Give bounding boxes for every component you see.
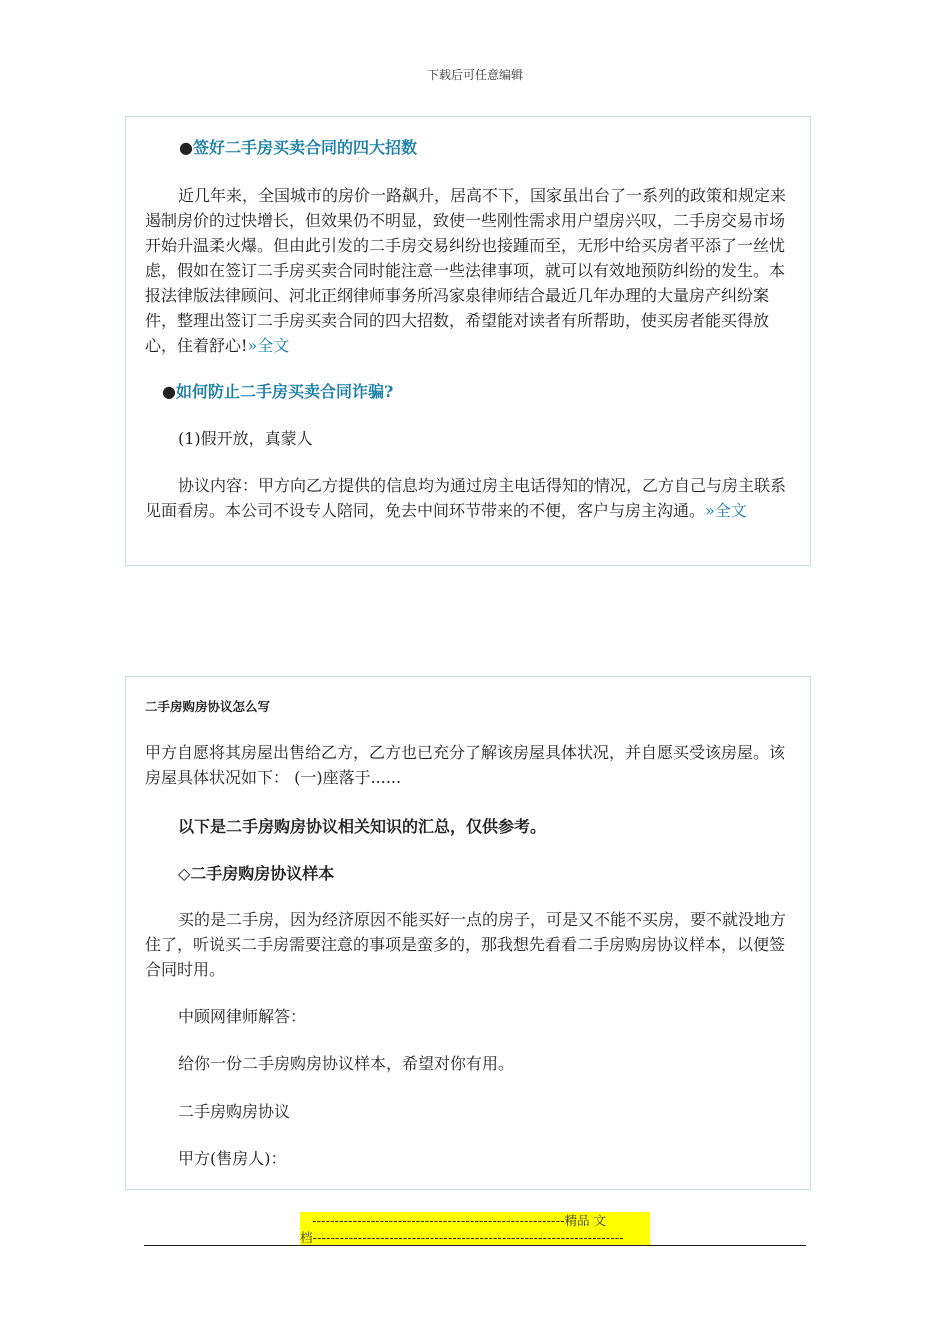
section2-body [145, 473, 793, 523]
box2-answer: 给你一份二手房购房协议样本，希望对你有用。 [178, 1054, 515, 1073]
section2-title[interactable] [162, 379, 762, 404]
footer-divider [144, 1245, 806, 1246]
bullet-icon: ● [162, 382, 176, 401]
section2-body-text: 协议内容：甲方向乙方提供的信息均为通过房主电话得知的情况，乙方自己与房主联系见面看房。本公司不设专人陪同，免去中间环节带来的不便，客户与房主沟通。 [145, 476, 787, 520]
box2-agreement-title: 二手房购房协议 [178, 1102, 291, 1121]
box2-sample-heading: ◇二手房购房协议样本 [178, 864, 335, 883]
section1-title[interactable] [179, 135, 779, 160]
footer-line-2: 档--------------------------------------------------------------------- [300, 1230, 624, 1245]
section2-item: (1)假开放，真蒙人 [178, 429, 313, 448]
section1-body [145, 183, 793, 358]
section1-title-text[interactable]: 签好二手房买卖合同的四大招数 [192, 138, 417, 157]
header-note: 下载后可任意编辑 [426, 68, 523, 82]
box2-summary: 以下是二手房购房协议相关知识的汇总，仅供参考。 [178, 817, 547, 836]
article-box-2 [125, 676, 811, 1190]
box2-intro: 甲方自愿将其房屋出售给乙方，乙方也已充分了解该房屋具体状况，并自愿买受该房屋。该房屋具体状况如下： (一)座落于...... [145, 743, 786, 787]
section2-title-text[interactable]: 如何防止二手房买卖合同诈骗? [175, 382, 394, 401]
section2-full-text-link[interactable]: »全文 [705, 501, 747, 520]
box2-answer-label: 中顾网律师解答： [178, 1007, 307, 1026]
footer-watermark [300, 1212, 650, 1246]
box2-question: 买的是二手房，因为经济原因不能买好一点的房子，可是又不能不买房，要不就没地方住了，听说买二手房需要注意的事项是蛮多的，那我想先看看二手房购房协议样本，以便签合同时用。 [145, 910, 787, 979]
article-box-1 [125, 116, 811, 566]
section1-full-text-link[interactable]: »全文 [247, 336, 290, 355]
section1-body-text: 近几年来，全国城市的房价一路飙升，居高不下，国家虽出台了一系列的政策和规定来遏制房价的过快增长，但效果仍不明显，致使一些刚性需求用户望房兴叹，二手房交易市场开始升温柔火爆。但由此引发的二手房交易纠纷也接踵而至，无形中给买房者平添了一丝忧虑，假如在签订二手房买卖合同时能注意一些法律事项，就可以有效地预防纠纷的发生。本报法律版法律顾问、河北正纲律师事务所冯家泉律师结合最近几年办理的大量房产纠纷案件，整理出签订二手房买卖合同的四大招数，希望能对读者有所帮助，使买房者能买得放心，住着舒心! [145, 186, 787, 355]
box2-title: 二手房购房协议怎么写 [145, 699, 271, 714]
bullet-icon: ● [179, 138, 193, 157]
footer-line-1: --------------------------------------------------------精品 文 [312, 1213, 607, 1228]
box2-party-a: 甲方(售房人)： [178, 1149, 287, 1168]
